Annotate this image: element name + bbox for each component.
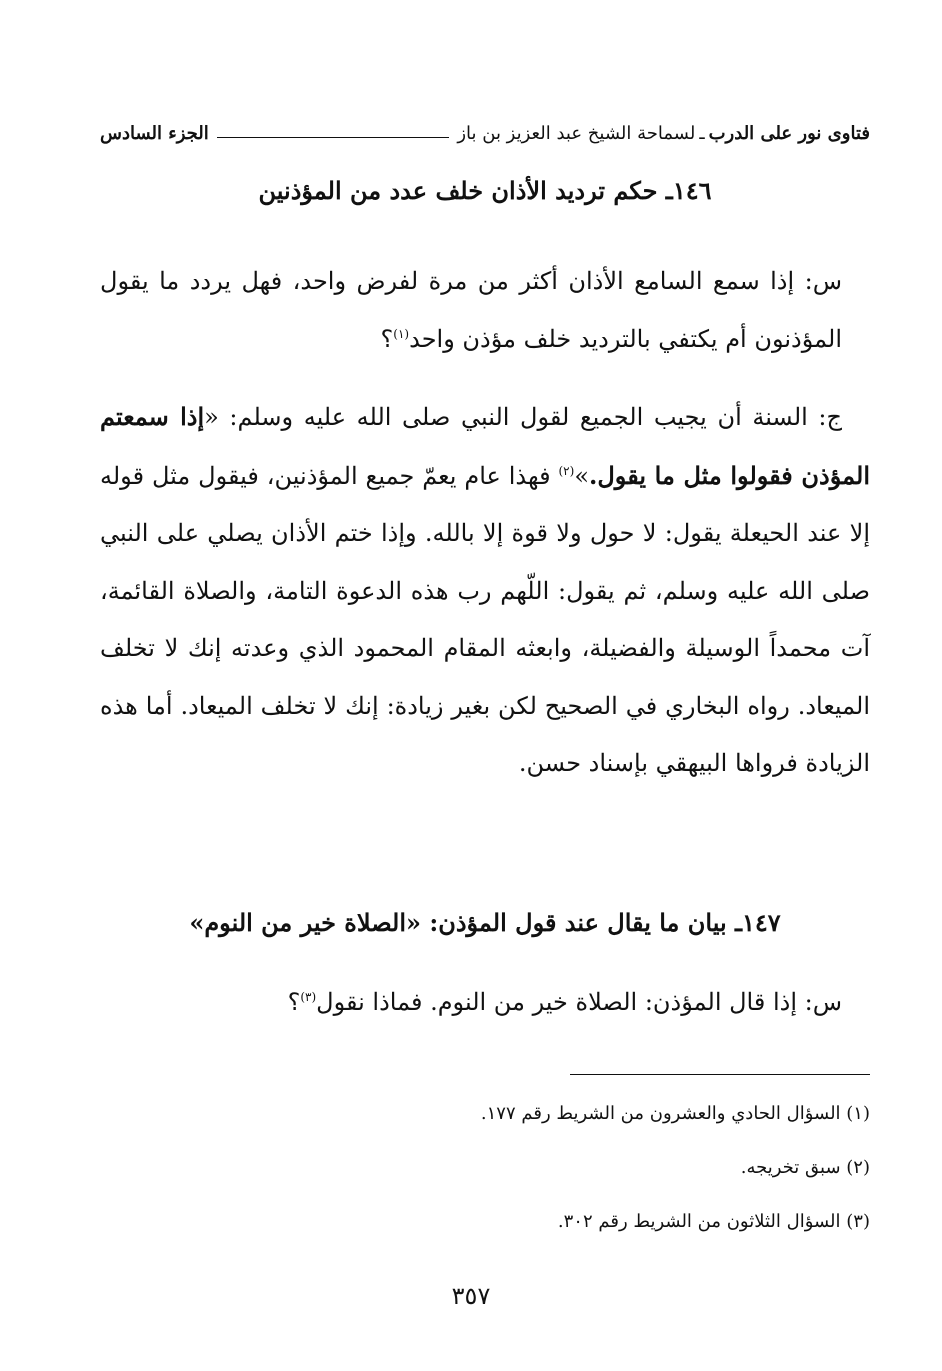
section-146-answer <box>100 388 870 793</box>
header-rule <box>217 137 450 138</box>
answer-body: فهذا عام يعمّ جميع المؤذنين، فيقول مثل قوله إلا عند الحيعلة يقول: لا حول ولا قوة إلا بالله. وإذا ختم الأذان يصلي على النبي صلى الله عليه وسلم، ثم يقول: اللّهم رب هذه الدعوة التامة، والصلاة القائمة، آت محمداً الوسيلة والفضيلة، وابعثه المقام المحمود الذي وعدته إنك لا تخلف الميعاد. رواه البخاري في الصحيح لكن بغير زيادة: إنك لا تخلف الميعاد. أما هذه الزيادة فرواها البيهقي بإسناد حسن. <box>100 461 870 777</box>
header-author: لسماحة الشيخ عبد العزيز بن باز <box>457 122 696 144</box>
header-book-title: فتاوى نور على الدرب <box>708 122 870 144</box>
header-part: الجزء السادس <box>100 122 209 144</box>
section-147-question <box>100 973 870 1031</box>
footnote-3: (٣) السؤال الثلاثون من الشريط رقم ٣٠٢. <box>557 1211 870 1232</box>
question-text: س: إذا قال المؤذن: الصلاة خير من النوم. فماذا نقول <box>316 988 842 1016</box>
footnotes <box>100 1100 870 1262</box>
running-header <box>100 118 870 148</box>
hadith-quote: إذا سمعتم المؤذن فقولوا مثل ما يقول. <box>100 402 870 490</box>
footnote-divider <box>570 1074 870 1075</box>
footnote-2: (٢) سبق تخريجه. <box>740 1157 870 1178</box>
page-number: ٣٥٧ <box>451 1282 491 1310</box>
footnote-ref-1: (١) <box>393 327 410 341</box>
footnote-ref-2: (٢) <box>558 463 575 478</box>
header-separator: ـ <box>699 122 705 144</box>
answer-intro: ج: السنة أن يجيب الجميع لقول النبي صلى الله عليه وسلم: « <box>204 403 842 431</box>
question-mark: ؟ <box>287 988 301 1016</box>
question-text: س: إذا سمع السامع الأذان أكثر من مرة لفرض واحد، فهل يردد ما يقول المؤذنون أم يكتفي بالترديد خلف مؤذن واحد <box>100 267 842 353</box>
hadith-close-quote: » <box>574 461 589 490</box>
question-mark: ؟ <box>380 325 394 353</box>
section-147-title: ١٤٧ـ بيان ما يقال عند قول المؤذن: «الصلاة خير من النوم» <box>189 908 781 937</box>
section-146-title: ١٤٦ـ حكم ترديد الأذان خلف عدد من المؤذنين <box>258 176 712 205</box>
section-146-question <box>100 252 870 368</box>
footnote-1: (١) السؤال الحادي والعشرون من الشريط رقم ١٧٧. <box>480 1103 870 1124</box>
footnote-ref-3: (٣) <box>300 990 317 1004</box>
